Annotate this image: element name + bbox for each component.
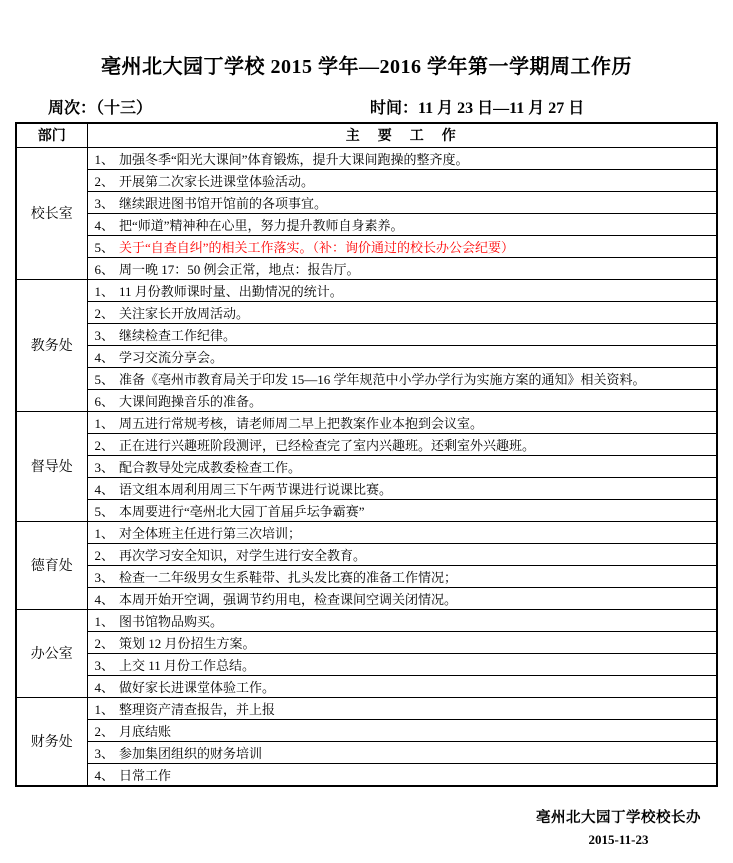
item-text: 做好家长进课堂体验工作。 [119, 679, 276, 695]
item-number: 2、 [94, 305, 115, 321]
table-row [16, 213, 717, 235]
work-item [87, 477, 717, 499]
table-row [16, 631, 717, 653]
item-text: 参加集团组织的财务培训 [119, 745, 263, 761]
work-item [87, 191, 717, 213]
footer-signature-block [536, 806, 701, 848]
item-number: 3、 [94, 745, 115, 761]
table-row [16, 609, 717, 631]
item-number: 2、 [94, 723, 115, 739]
item-number: 1、 [94, 415, 115, 431]
work-item [87, 499, 717, 521]
item-number: 3、 [94, 569, 115, 585]
item-text: 策划 12 月份招生方案。 [119, 635, 256, 651]
table-row [16, 653, 717, 675]
work-item [87, 697, 717, 719]
item-number: 1、 [94, 613, 115, 629]
work-item [87, 235, 717, 257]
table-row [16, 367, 717, 389]
work-item [87, 147, 717, 169]
table-row [16, 279, 717, 301]
table-row [16, 411, 717, 433]
item-text: 继续跟进图书馆开馆前的各项事宜。 [119, 195, 328, 211]
work-item [87, 609, 717, 631]
work-item [87, 741, 717, 763]
item-text: 整理资产清查报告，并上报 [119, 701, 276, 717]
work-item [87, 675, 717, 697]
item-text: 配合教导处完成教委检查工作。 [119, 459, 302, 475]
table-row [16, 499, 717, 521]
item-text: 再次学习安全知识，对学生进行安全教育。 [119, 547, 367, 563]
item-number: 5、 [94, 239, 115, 255]
item-text: 上交 11 月份工作总结。 [119, 657, 256, 673]
department-column-header: 部门 [16, 123, 87, 147]
table-row [16, 345, 717, 367]
table-row [16, 521, 717, 543]
item-number: 6、 [94, 393, 115, 409]
item-text: 准备《亳州市教育局关于印发 15—16 学年规范中小学办学行为实施方案的通知》相关资料。 [119, 371, 646, 387]
item-text-highlighted: 关于“自查自纠”的相关工作落实。（补：询价通过的校长办公会纪要） [119, 239, 515, 255]
department-cell-supervision-office: 督导处 [16, 411, 87, 521]
table-row [16, 455, 717, 477]
table-row [16, 389, 717, 411]
table-row [16, 235, 717, 257]
item-number: 4、 [94, 679, 115, 695]
item-text: 继续检查工作纪律。 [119, 327, 237, 343]
table-row [16, 543, 717, 565]
table-row [16, 257, 717, 279]
work-item [87, 213, 717, 235]
work-item [87, 257, 717, 279]
table-row [16, 323, 717, 345]
item-text: 开展第二次家长进课堂体验活动。 [119, 173, 315, 189]
item-number: 2、 [94, 547, 115, 563]
item-number: 2、 [94, 437, 115, 453]
item-number: 1、 [94, 701, 115, 717]
work-item [87, 631, 717, 653]
item-number: 1、 [94, 151, 115, 167]
table-row [16, 719, 717, 741]
item-text: 检查一二年级男女生系鞋带、扎头发比赛的准备工作情况； [119, 569, 458, 585]
time-label: 时间：11 月 23 日—11 月 27 日 [370, 100, 585, 117]
table-row [16, 587, 717, 609]
table-row [16, 763, 717, 786]
work-item [87, 323, 717, 345]
work-item [87, 301, 717, 323]
table-row [16, 675, 717, 697]
table-row [16, 433, 717, 455]
item-number: 3、 [94, 327, 115, 343]
table-row [16, 697, 717, 719]
work-item [87, 543, 717, 565]
work-item [87, 345, 717, 367]
item-text: 本周要进行“亳州北大园丁首届乒坛争霸赛” [119, 503, 365, 519]
item-number: 4、 [94, 767, 115, 783]
work-item [87, 719, 717, 741]
work-item [87, 169, 717, 191]
item-text: 本周开始开空调，强调节约用电，检查课间空调关闭情况。 [119, 591, 458, 607]
work-item [87, 279, 717, 301]
meta-row [0, 95, 733, 117]
item-number: 1、 [94, 525, 115, 541]
table-row [16, 301, 717, 323]
work-item [87, 763, 717, 786]
item-number: 1、 [94, 283, 115, 299]
work-item [87, 653, 717, 675]
item-number: 4、 [94, 591, 115, 607]
weekly-work-table [15, 122, 718, 787]
item-number: 3、 [94, 657, 115, 673]
item-number: 2、 [94, 635, 115, 651]
item-number: 4、 [94, 481, 115, 497]
item-text: 学习交流分享会。 [119, 349, 224, 365]
work-item [87, 367, 717, 389]
department-cell-general-office: 办公室 [16, 609, 87, 697]
table-row [16, 191, 717, 213]
table-row [16, 565, 717, 587]
item-text: 大课间跑操音乐的准备。 [119, 393, 263, 409]
main-work-column-header: 主 要 工 作 [87, 123, 717, 147]
signature-date: 2015-11-23 [588, 832, 649, 847]
item-text: 正在进行兴趣班阶段测评，已经检查完了室内兴趣班。还剩室外兴趣班。 [119, 437, 536, 453]
item-number: 5、 [94, 503, 115, 519]
table-row [16, 169, 717, 191]
work-item [87, 411, 717, 433]
signature-office: 亳州北大园丁学校校长办 [536, 810, 701, 826]
department-cell-academic-affairs: 教务处 [16, 279, 87, 411]
item-text: 周一晚 17：50 例会正常，地点：报告厅。 [119, 261, 360, 277]
item-number: 3、 [94, 459, 115, 475]
item-text: 语文组本周利用周三下午两节课进行说课比赛。 [119, 481, 393, 497]
item-text: 11 月份教师课时量、出勤情况的统计。 [119, 283, 343, 299]
item-number: 6、 [94, 261, 115, 277]
item-text: 对全体班主任进行第三次培训； [119, 525, 302, 541]
item-text: 图书馆物品购买。 [119, 613, 224, 629]
work-item [87, 433, 717, 455]
department-cell-moral-education: 德育处 [16, 521, 87, 609]
department-cell-finance-office: 财务处 [16, 697, 87, 786]
item-text: 加强冬季“阳光大课间”体育锻炼，提升大课间跑操的整齐度。 [119, 151, 469, 167]
item-number: 4、 [94, 217, 115, 233]
work-item [87, 521, 717, 543]
department-cell-principal-office: 校长室 [16, 147, 87, 279]
item-number: 4、 [94, 349, 115, 365]
item-number: 2、 [94, 173, 115, 189]
item-text: 日常工作 [119, 767, 172, 783]
item-text: 周五进行常规考核，请老师周二早上把教案作业本抱到会议室。 [119, 415, 484, 431]
item-text: 把“师道”精神种在心里，努力提升教师自身素养。 [119, 217, 404, 233]
page-title: 亳州北大园丁学校 2015 学年—2016 学年第一学期周工作历 [101, 56, 632, 78]
work-item [87, 389, 717, 411]
table-header-row [16, 123, 717, 147]
week-label: 周次：（十三） [48, 100, 153, 117]
table-row [16, 477, 717, 499]
item-number: 3、 [94, 195, 115, 211]
item-number: 5、 [94, 371, 115, 387]
work-item [87, 565, 717, 587]
work-item [87, 587, 717, 609]
table-row [16, 147, 717, 169]
table-row [16, 741, 717, 763]
item-text: 月底结账 [119, 723, 172, 739]
work-item [87, 455, 717, 477]
item-text: 关注家长开放周活动。 [119, 305, 250, 321]
